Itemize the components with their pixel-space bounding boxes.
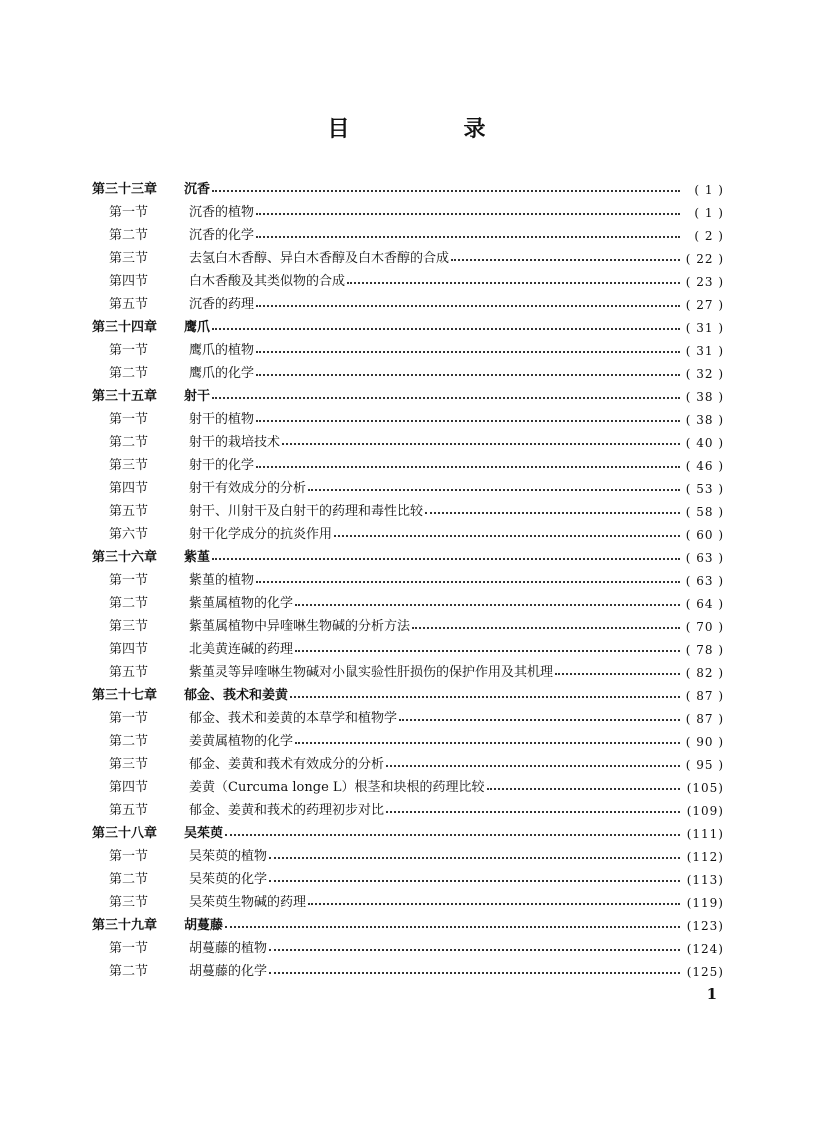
toc-entry-page: ( 32 ) [685,367,724,381]
toc-entry-title: 紫堇属植物的化学 [189,596,294,611]
toc-entry-title: 去氢白木香醇、异白木香醇及白木香醇的合成 [189,251,450,266]
toc-entry-title: 射干的栽培技术 [189,435,281,450]
toc-entry-page: ( 53 ) [685,482,724,496]
toc-section-entry [92,427,724,450]
toc-entry-page: ( 60 ) [685,528,724,542]
toc-entry-title: 沉香的药理 [189,297,255,312]
toc-entry-number: 第五节 [109,504,149,519]
toc-entry-title: 胡蔓藤的植物 [189,941,268,956]
toc-entry-page: ( 58 ) [685,505,724,519]
table-of-contents [92,174,724,979]
dot-leader [256,374,680,376]
dot-leader [269,880,680,882]
toc-entry-number: 第一节 [109,412,149,427]
toc-entry-page: (111) [686,827,724,841]
toc-section-entry [92,726,724,749]
toc-entry-page: ( 90 ) [685,735,724,749]
toc-section-entry [92,864,724,887]
page-title: 目 录 [327,116,532,142]
toc-entry-number: 第三十四章 [92,320,158,335]
dot-leader [212,190,680,192]
toc-entry-number: 第一节 [109,849,149,864]
toc-entry-title: 射干的化学 [189,458,255,473]
toc-entry-number: 第四节 [109,642,149,657]
toc-section-entry [92,404,724,427]
toc-entry-title: 吴茱萸的植物 [189,849,268,864]
toc-section-entry [92,266,724,289]
dot-leader [295,742,680,744]
toc-entry-title: 鹰爪 [184,320,211,335]
toc-entry-number: 第三节 [109,895,149,910]
toc-entry-number: 第六节 [109,527,149,542]
toc-section-entry [92,220,724,243]
toc-entry-number: 第三十八章 [92,826,158,841]
toc-entry-title: 郁金、姜黄和莪术有效成分的分析 [189,757,385,772]
toc-section-entry [92,197,724,220]
toc-entry-page: ( 46 ) [685,459,724,473]
toc-section-entry [92,519,724,542]
toc-entry-number: 第一节 [109,205,149,220]
toc-entry-number: 第四节 [109,780,149,795]
toc-entry-page: ( 1 ) [694,206,724,220]
toc-section-entry [92,243,724,266]
toc-entry-title: 射干有效成分的分析 [189,481,307,496]
dot-leader [399,719,680,721]
toc-section-entry [92,887,724,910]
dot-leader [487,788,680,790]
toc-section-entry [92,611,724,634]
dot-leader [282,443,680,445]
toc-section-entry [92,565,724,588]
dot-leader [290,696,680,698]
toc-chapter-entry [92,680,724,703]
toc-entry-title: 白木香酸及其类似物的合成 [189,274,346,289]
toc-entry-title: 鹰爪的植物 [189,343,255,358]
toc-section-entry [92,956,724,979]
toc-section-entry [92,933,724,956]
toc-section-entry [92,289,724,312]
toc-entry-page: (113) [686,873,724,887]
toc-section-entry [92,772,724,795]
toc-entry-title: 鹰爪的化学 [189,366,255,381]
dot-leader [256,213,680,215]
dot-leader [334,535,680,537]
toc-entry-number: 第二节 [109,366,149,381]
toc-entry-page: (125) [686,965,724,979]
toc-section-entry [92,496,724,519]
toc-entry-title: 姜黄属植物的化学 [189,734,294,749]
toc-entry-number: 第一节 [109,711,149,726]
toc-entry-page: ( 1 ) [694,183,724,197]
toc-entry-number: 第五节 [109,297,149,312]
toc-entry-number: 第三节 [109,251,149,266]
toc-entry-title: 郁金、姜黄和莪术的药理初步对比 [189,803,385,818]
toc-entry-page: ( 82 ) [685,666,724,680]
toc-entry-title: 姜黄（Curcuma longe L）根茎和块根的药理比较 [189,780,485,795]
toc-entry-title: 紫堇的植物 [189,573,255,588]
dot-leader [412,627,680,629]
toc-section-entry [92,749,724,772]
dot-leader [225,926,680,928]
dot-leader [225,834,680,836]
toc-entry-page: ( 64 ) [685,597,724,611]
toc-entry-title: 沉香 [184,182,211,197]
toc-entry-number: 第四节 [109,481,149,496]
dot-leader [256,420,680,422]
dot-leader [295,650,680,652]
dot-leader [451,259,680,261]
toc-entry-title: 吴茱萸生物碱的药理 [189,895,307,910]
dot-leader [269,857,680,859]
toc-entry-title: 射干 [184,389,211,404]
toc-chapter-entry [92,381,724,404]
toc-entry-title: 沉香的植物 [189,205,255,220]
toc-entry-page: (124) [686,942,724,956]
toc-entry-page: (119) [686,896,724,910]
toc-entry-page: ( 78 ) [685,643,724,657]
toc-section-entry [92,795,724,818]
toc-entry-number: 第二节 [109,872,149,887]
dot-leader [256,236,680,238]
dot-leader [347,282,680,284]
toc-entry-number: 第五节 [109,665,149,680]
dot-leader [269,972,680,974]
toc-entry-number: 第三十七章 [92,688,158,703]
toc-chapter-entry [92,910,724,933]
toc-entry-number: 第五节 [109,803,149,818]
toc-chapter-entry [92,312,724,335]
toc-entry-number: 第一节 [109,573,149,588]
toc-chapter-entry [92,174,724,197]
toc-entry-title: 射干的植物 [189,412,255,427]
toc-chapter-entry [92,818,724,841]
dot-leader [212,328,680,330]
toc-entry-page: ( 40 ) [685,436,724,450]
toc-entry-number: 第三节 [109,458,149,473]
dot-leader [269,949,680,951]
toc-section-entry [92,335,724,358]
toc-entry-title: 胡蔓藤 [184,918,224,933]
dot-leader [386,811,680,813]
toc-entry-title: 郁金、莪术和姜黄 [184,688,289,703]
dot-leader [386,765,680,767]
toc-entry-page: ( 2 ) [694,229,724,243]
toc-entry-page: ( 27 ) [685,298,724,312]
dot-leader [212,397,680,399]
toc-entry-title: 紫堇属植物中异喹啉生物碱的分析方法 [189,619,411,634]
toc-section-entry [92,657,724,680]
toc-entry-title: 射干化学成分的抗炎作用 [189,527,333,542]
toc-entry-page: ( 70 ) [685,620,724,634]
toc-entry-number: 第二节 [109,734,149,749]
dot-leader [555,673,680,675]
toc-entry-page: ( 31 ) [685,344,724,358]
toc-entry-title: 吴茱萸的化学 [189,872,268,887]
toc-entry-number: 第三十六章 [92,550,158,565]
toc-entry-page: ( 63 ) [685,551,724,565]
toc-entry-number: 第二节 [109,596,149,611]
dot-leader [308,903,680,905]
toc-entry-number: 第三十三章 [92,182,158,197]
page-number: 1 [706,985,717,1003]
toc-entry-number: 第三节 [109,619,149,634]
toc-entry-page: ( 95 ) [685,758,724,772]
toc-entry-number: 第四节 [109,274,149,289]
toc-entry-page: ( 22 ) [685,252,724,266]
toc-entry-page: (109) [686,804,724,818]
dot-leader [212,558,680,560]
toc-entry-page: ( 38 ) [685,413,724,427]
toc-entry-page: ( 87 ) [685,689,724,703]
toc-entry-page: ( 38 ) [685,390,724,404]
toc-section-entry [92,703,724,726]
toc-entry-number: 第二节 [109,964,149,979]
toc-entry-number: 第一节 [109,343,149,358]
toc-entry-title: 紫堇灵等异喹啉生物碱对小鼠实验性肝损伤的保护作用及其机理 [189,665,554,680]
toc-entry-number: 第三十五章 [92,389,158,404]
toc-entry-page: ( 23 ) [685,275,724,289]
dot-leader [256,581,680,583]
toc-entry-page: (112) [686,850,724,864]
toc-section-entry [92,841,724,864]
toc-entry-page: (123) [686,919,724,933]
toc-section-entry [92,588,724,611]
dot-leader [295,604,680,606]
dot-leader [256,305,680,307]
dot-leader [308,489,680,491]
toc-section-entry [92,634,724,657]
toc-entry-number: 第二节 [109,435,149,450]
toc-chapter-entry [92,542,724,565]
toc-entry-page: ( 63 ) [685,574,724,588]
toc-entry-title: 吴茱萸 [184,826,224,841]
toc-section-entry [92,358,724,381]
toc-entry-number: 第三节 [109,757,149,772]
toc-entry-number: 第三十九章 [92,918,158,933]
toc-entry-page: ( 31 ) [685,321,724,335]
toc-entry-title: 胡蔓藤的化学 [189,964,268,979]
toc-section-entry [92,473,724,496]
toc-entry-page: ( 87 ) [685,712,724,726]
toc-section-entry [92,450,724,473]
toc-entry-title: 郁金、莪术和姜黄的本草学和植物学 [189,711,398,726]
dot-leader [256,466,680,468]
toc-entry-title: 沉香的化学 [189,228,255,243]
dot-leader [256,351,680,353]
toc-entry-number: 第二节 [109,228,149,243]
toc-entry-title: 紫堇 [184,550,211,565]
dot-leader [425,512,680,514]
toc-entry-title: 北美黄连碱的药理 [189,642,294,657]
toc-entry-title: 射干、川射干及白射干的药理和毒性比较 [189,504,424,519]
toc-entry-number: 第一节 [109,941,149,956]
toc-entry-page: (105) [686,781,724,795]
